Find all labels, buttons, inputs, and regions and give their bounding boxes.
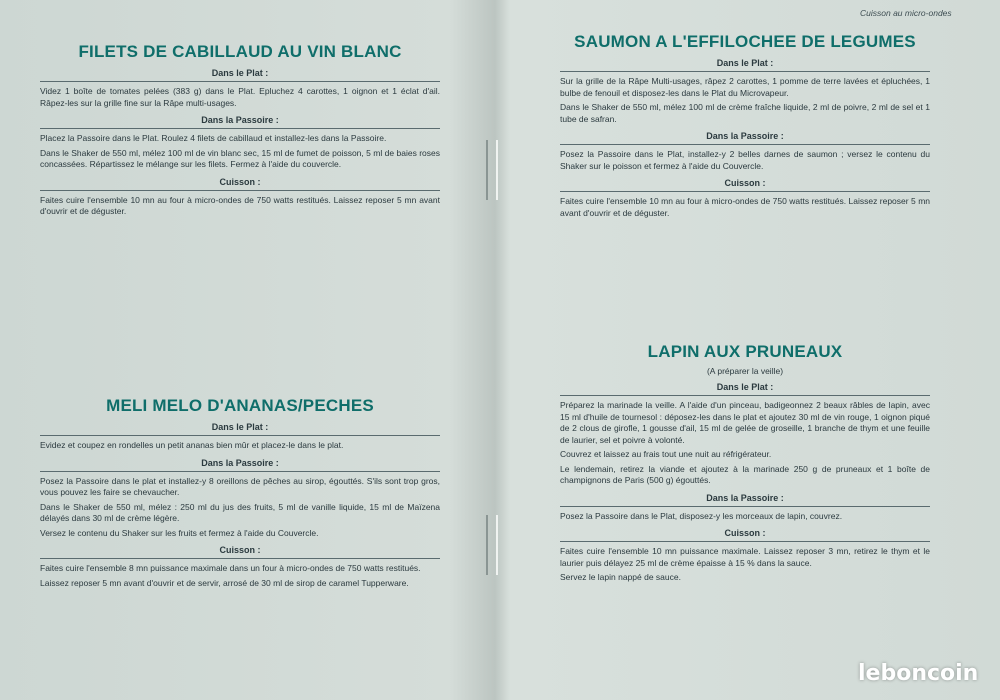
instruction-text: Posez la Passoire dans le Plat, disposez-y les morceaux de lapin, couvrez. [560,510,843,521]
instruction-text: Posez la Passoire dans le Plat, installez-y 2 belles darnes de saumon ; versez le contenu du Shaker sur le poisson et fermez à l'aide du Couvercle. [560,149,930,171]
instruction-text: Le lendemain, retirez la viande et ajoutez à la marinade 250 g de pruneaux et 1 boîte de champignons de Paris (500 g) égouttés. [560,463,930,485]
recipe-title: SAUMON A L'EFFILOCHEE DE LEGUMES [574,32,916,51]
instruction-text: Posez la Passoire dans le plat et installez-y 8 oreillons de pêches au sirop, égouttés. S'ils sont trop gros, vous pouvez les faire se chevaucher. [40,475,440,497]
recipe-lapin [560,342,930,587]
recipe-saumon [560,32,930,222]
section-rule [40,128,440,129]
instruction-text: Videz 1 boîte de tomates pelées (383 g) dans le Plat. Epluchez 4 carottes, 1 oignon et 1 éclat d'ail. Râpez-les sur la grille fine sur la Râpe multi-usages. [40,86,440,108]
recipe-title: FILETS DE CABILLAUD AU VIN BLANC [78,42,402,61]
section-rule [40,190,440,191]
section-rule [560,191,930,192]
right-page [560,0,952,700]
section-rule [40,435,440,436]
instruction-text: Dans le Shaker de 550 ml, mélez 100 ml de vin blanc sec, 15 ml de fumet de poisson, 5 ml de baies roses concassées. Répartissez le mélange sur les filets. Fermez à l'aide du couvercle. [40,147,440,169]
section-rule [40,471,440,472]
recipe-subtitle: (A préparer la veille) [706,366,784,376]
recipe-meli-melo [40,396,440,592]
section-rule [560,144,930,145]
staple [486,515,498,575]
section-rule [40,558,440,559]
instruction-text: Sur la grille de la Râpe Multi-usages, râpez 2 carottes, 1 pomme de terre lavées et épluchées, 1 bulbe de fenouil et disposez-les dans le Plat du Microvapeur. [560,76,930,98]
instruction-text: Dans le Shaker de 550 ml, mélez 100 ml de crème fraîche liquide, 2 ml de poivre, 2 ml de sel et 1 tube de safran. [560,102,930,124]
instruction-text: Laissez reposer 5 mn avant d'ouvrir et de servir, arrosé de 30 ml de sirop de caramel Tupperware. [40,577,409,588]
page-header-right: Cuisson au micro-ondes [860,8,952,18]
recipe-title: MELI MELO D'ANANAS/PECHES [106,396,374,415]
section-heading: Dans le Plat : [211,422,269,432]
instruction-text: Dans le Shaker de 550 ml, mélez : 250 ml du jus des fruits, 5 ml de vanille liquide, 15 ml de Maïzena délayés dans 30 ml de crème légère. [40,501,440,523]
instruction-text: Faites cuire l'ensemble 8 mn puissance maximale dans un four à micro-ondes de 750 watts restitués. [40,563,421,573]
section-heading: Dans la Passoire : [201,115,279,125]
section-heading: Dans la Passoire : [706,492,784,503]
section-heading: Cuisson : [219,176,261,187]
section-heading: Cuisson : [724,528,766,538]
staple [486,140,498,200]
recipe-title: LAPIN AUX PRUNEAUX [647,342,843,361]
instruction-text: Faites cuire l'ensemble 10 mn au four à micro-ondes de 750 watts restitués. Laissez reposer 5 mn avant d'ouvrir et de déguster. [560,196,930,218]
leboncoin-logo: leboncoin [858,661,979,686]
instruction-text: Faites cuire l'ensemble 10 mn au four à micro-ondes de 750 watts restitués. Laissez reposer 5 mn avant d'ouvrir et de déguster. [40,194,440,216]
instruction-text: Versez le contenu du Shaker sur les fruits et fermez à l'aide du Couvercle. [40,527,319,538]
section-rule [40,81,440,82]
instruction-text: Faites cuire l'ensemble 10 mn puissance maximale. Laissez reposer 3 mn, retirez le thym et le laurier puis délayez 25 ml de crème épaisse à 15 % dans la sauce. [560,546,930,568]
section-heading: Dans le Plat : [716,58,774,68]
section-heading: Dans le Plat : [211,68,269,78]
instruction-text: Servez le lapin nappé de sauce. [560,572,681,582]
instruction-text: Couvrez et laissez au frais tout une nuit au réfrigérateur. [560,449,772,459]
instruction-text: Evidez et coupez en rondelles un petit ananas bien mûr et placez-le dans le plat. [40,440,344,450]
recipe-cabillaud [40,42,440,221]
section-heading: Dans le Plat : [716,382,774,392]
section-rule [560,506,930,507]
section-heading: Cuisson : [219,545,261,555]
section-rule [560,71,930,72]
section-heading: Cuisson : [724,178,766,188]
left-page [40,0,440,700]
section-heading: Dans la Passoire : [706,131,784,141]
instruction-text: Placez la Passoire dans le Plat. Roulez 4 filets de cabillaud et installez-les dans la Passoire. [40,133,387,143]
section-rule [560,395,930,396]
section-heading: Dans la Passoire : [201,457,279,468]
instruction-text: Préparez la marinade la veille. A l'aide d'un pinceau, badigeonnez 2 beaux râbles de lapin, avec 15 ml d'huile de tournesol : déposez-les dans le plat et ajoutez 30 ml de vin rouge, 1 oignon piqué de 2 clous de girofle, 1 gousse d'ail, 15 ml de gelée de groseille, 1 branche de thym et une feuille de laurier, sel et poivre à volonté. [560,400,930,445]
section-rule [560,541,930,542]
